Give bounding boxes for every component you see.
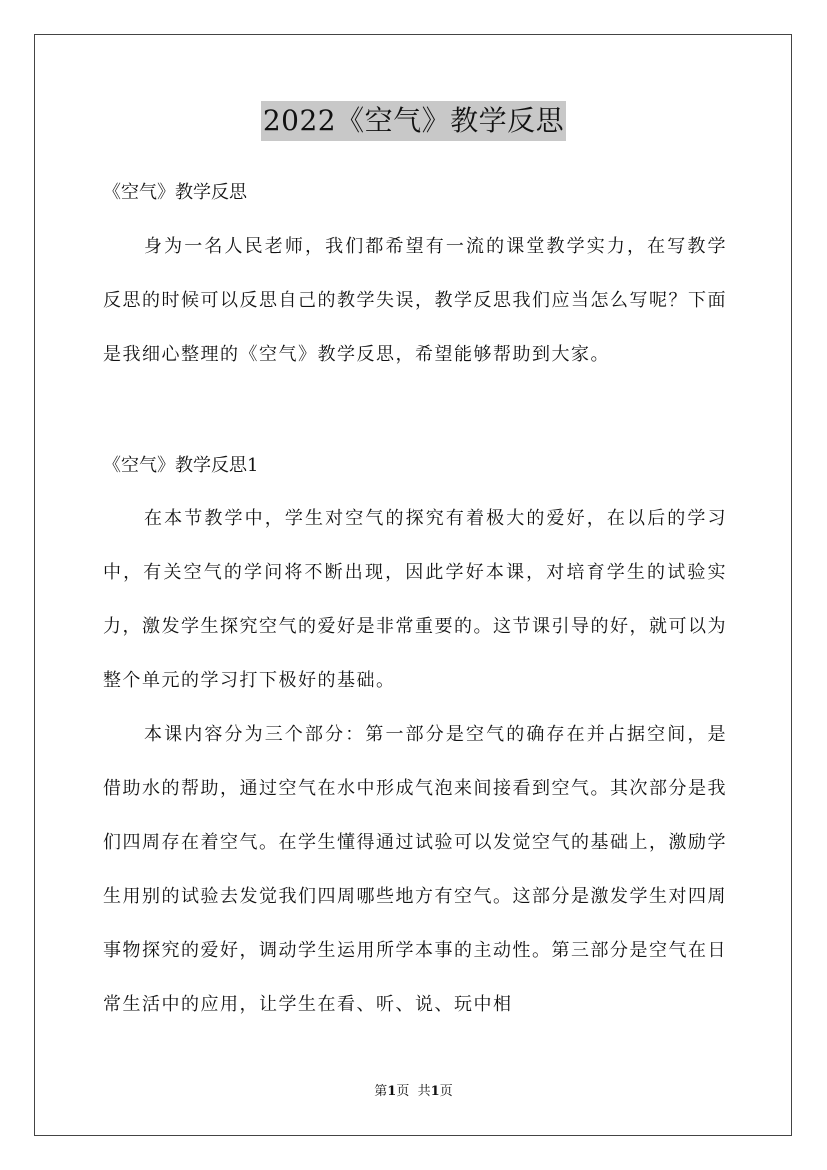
footer-page-prefix: 第 [374, 1084, 388, 1099]
footer-total-number: 1 [430, 1084, 440, 1099]
footer-total-prefix: 共 [417, 1084, 431, 1099]
page-footer [0, 1083, 827, 1101]
footer-total-suffix: 页 [439, 1084, 453, 1099]
title-container [0, 101, 827, 141]
document-title: 2022《空气》教学反思 [261, 101, 566, 141]
body-paragraph: 在本节教学中，学生对空气的探究有着极大的爱好，在以后的学习中，有关空气的学问将不断出现，因此学好本课，对培育学生的试验实力，激发学生探究空气的爱好是非常重要的。这节课引导的好，就可以为整个单元的学习打下极好的基础。 [103, 508, 727, 691]
intro-paragraph: 身为一名人民老师，我们都希望有一流的课堂教学实力，在写教学反思的时候可以反思自己的教学失误，教学反思我们应当怎么写呢？下面是我细心整理的《空气》教学反思，希望能够帮助到大家。 [103, 236, 727, 365]
intro-heading: 《空气》教学反思 [103, 182, 247, 203]
footer-page-suffix: 页 [396, 1084, 410, 1099]
footer-page-number: 1 [387, 1084, 397, 1099]
body-paragraph: 本课内容分为三个部分：第一部分是空气的确存在并占据空间，是借助水的帮助，通过空气在水中形成气泡来间接看到空气。其次部分是我们四周存在着空气。在学生懂得通过试验可以发觉空气的基础上，激励学生用别的试验去发觉我们四周哪些地方有空气。这部分是激发学生对四周事物探究的爱好，调动学生运用所学本事的主动性。第三部分是空气在日常生活中的应用，让学生在看、听、说、玩中相 [103, 724, 727, 1015]
section-heading: 《空气》教学反思1 [103, 455, 259, 476]
